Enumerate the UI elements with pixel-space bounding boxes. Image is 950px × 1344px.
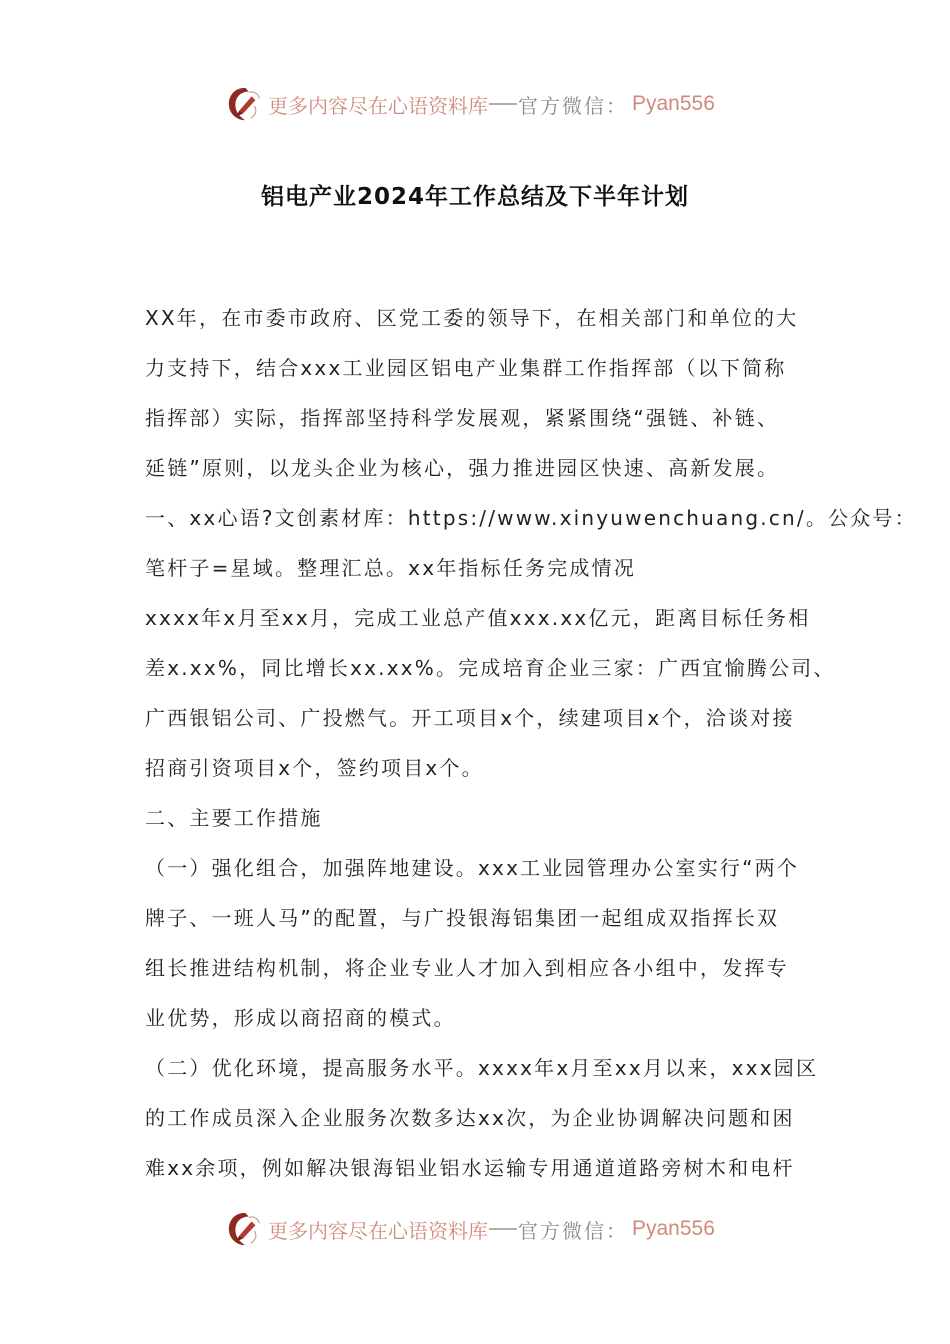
watermark-dash [489, 1228, 517, 1230]
header-watermark [226, 82, 715, 126]
subsection-2: （二）优化环境，提高服务水平。xxxx年x月至xx月以来，xxx园区 [145, 1056, 819, 1080]
watermark-official-label: 官方微信： [518, 1218, 628, 1243]
body-line: 差x.xx%，同比增长xx.xx%。完成培育企业三家：广西宜愉腾公司、 [145, 656, 836, 680]
body-line: 指挥部）实际，指挥部坚持科学发展观，紧紧围绕“强链、补链、 [145, 406, 780, 430]
document-body [145, 300, 917, 1200]
body-line: xxxx年x月至xx月，完成工业总产值xxx.xx亿元，距离目标任务相 [145, 606, 811, 630]
section-heading-2: 二、主要工作措施 [145, 806, 323, 830]
body-line: 的工作成员深入企业服务次数多达xx次，为企业协调解决问题和困 [145, 1106, 795, 1130]
subsection-1: （一）强化组合，加强阵地建设。xxx工业园管理办公室实行“两个 [145, 856, 800, 880]
body-line: 广西银铝公司、广投燃气。开工项目x个，续建项目x个，洽谈对接 [145, 706, 795, 730]
watermark-main-text: 更多内容尽在心语资料库 [268, 1218, 488, 1243]
body-line: 力支持下，结合xxx工业园区铝电产业集群工作指挥部（以下简称 [145, 356, 787, 380]
watermark-main-text: 更多内容尽在心语资料库 [268, 93, 488, 118]
body-line: 难xx余项，例如解决银海铝业铝水运输专用通道道路旁树木和电杆 [145, 1156, 795, 1180]
pen-nib-logo-icon [226, 1210, 264, 1248]
watermark-wechat-id: Pyan556 [632, 1217, 715, 1240]
section-heading-1: 一、xx心语?文创素材库：https://www.xinyuwenchuang.cn/。公众号： [145, 506, 917, 530]
body-line: 延链”原则，以龙头企业为核心，强力推进园区快速、高新发展。 [145, 456, 780, 480]
body-line: 笔杆子=星域。整理汇总。xx年指标任务完成情况 [145, 556, 637, 580]
body-line: 招商引资项目x个，签约项目x个。 [145, 756, 484, 780]
watermark-official-label: 官方微信： [518, 93, 628, 118]
footer-watermark [226, 1207, 715, 1251]
body-line: 业优势，形成以商招商的模式。 [145, 1006, 456, 1030]
document-title: 铝电产业2024年工作总结及下半年计划 [260, 184, 689, 210]
body-line: 组长推进结构机制，将企业专业人才加入到相应各小组中，发挥专 [145, 956, 789, 980]
watermark-dash [489, 103, 517, 105]
body-line: XX年，在市委市政府、区党工委的领导下，在相关部门和单位的大 [145, 306, 799, 330]
watermark-wechat-id: Pyan556 [632, 92, 715, 115]
pen-nib-logo-icon [226, 85, 264, 123]
body-line: 牌子、一班人马”的配置，与广投银海铝集团一起组成双指挥长双 [145, 906, 780, 930]
